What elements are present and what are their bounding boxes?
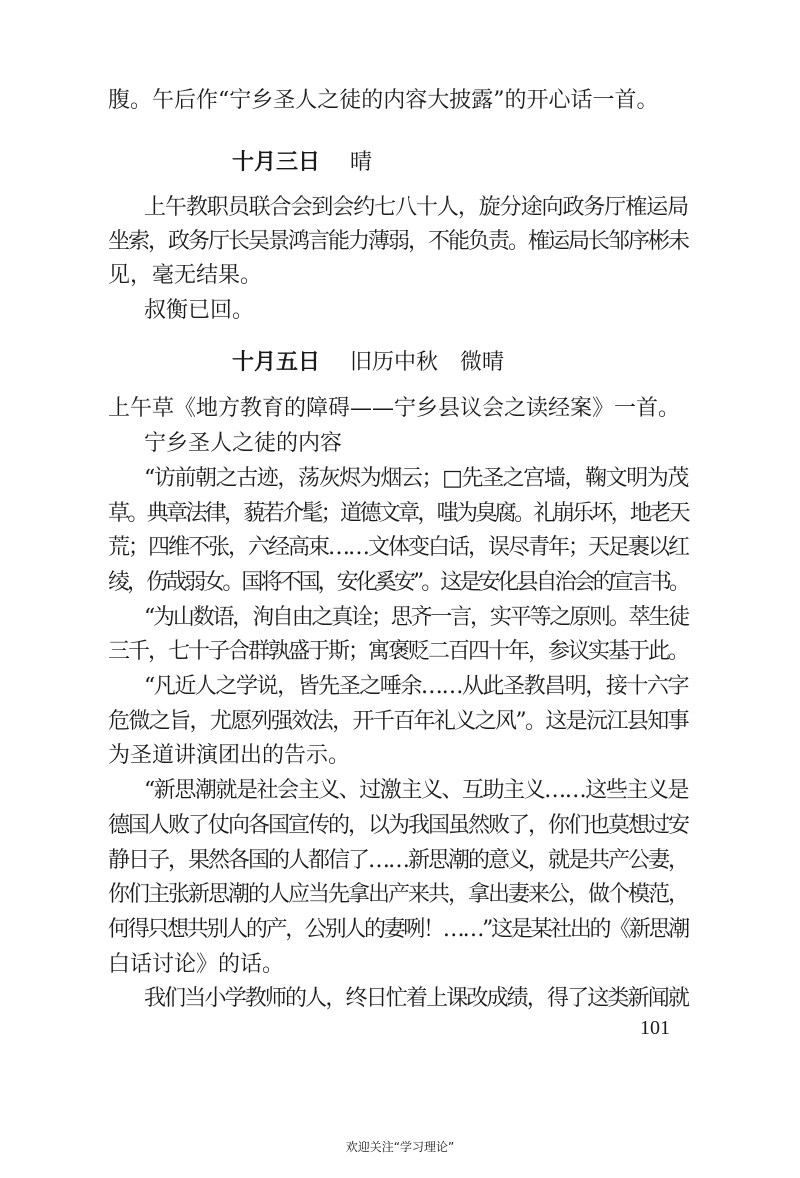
heading-date: 十月五日 [232,350,321,375]
section-title: 宁乡圣人之徒的内容 [144,431,343,456]
page-number: 101 [640,1017,670,1039]
text-line: 绫，伤哉弱女。国将不国，安化奚安”。这是安化县自治会的宣言书。 [108,570,688,595]
diary-date-heading [232,148,372,178]
text-line: 荒；四维不张，六经高束……文体变白话，误尽青年；天足裹以红 [108,535,688,560]
text-line: “新思潮就是社会主义、过激主义、互助主义……这些主义是 [144,778,688,803]
text-line: 德国人败了仗向各国宣传的，以为我国虽然败了，你们也莫想过安 [108,813,688,838]
text-line: 危微之旨，尤愿列强效法，开千百年礼义之风”。这是沅江县知事 [108,709,688,734]
text-line: 白话讨论》的话。 [108,952,285,977]
text-line: 叔衡已回。 [144,298,255,323]
text-line: “为山数语，洵自由之真诠；思齐一言，实平等之原则。萃生徒 [144,605,688,630]
text-line: “凡近人之学说，皆先圣之唾余……从此圣教昌明，接十六字 [144,674,688,699]
text-line: 坐索，政务厅长吴景鸿言能力薄弱，不能负责。榷运局长邹序彬未 [108,229,688,254]
text-line: 腹。午后作“宁乡圣人之徒的内容大披露”的开心话一首。 [108,88,659,113]
text-line: 草。典章法律，藐若介髦；道德文章，嗤为臭腐。礼崩乐坏，地老天 [108,501,688,526]
heading-weather: 旧历中秋 微晴 [350,350,505,375]
footer-watermark-text: 欢迎关注“学习理论” [345,1140,455,1154]
text-line: 见，毫无结果。 [108,263,263,288]
heading-weather: 晴 [350,150,373,175]
text-line: 上午教职员联合会到会约七八十人，旋分途向政务厅榷运局 [144,195,688,220]
text-line: 静日子，果然各国的人都信了……新思潮的意义，就是共产公妻， [108,848,688,873]
text-line: 我们当小学教师的人，终日忙着上课改成绩，得了这类新闻就 [144,986,688,1011]
text-line: 为圣道讲演团出的告示。 [108,743,351,768]
text-line: “访前朝之古迹，荡灰烬为烟云；□先圣之宫墙，鞠文明为茂 [144,466,688,491]
text-line: 何得只想共别人的产，公别人的妻咧！……”这是某社出的《新思潮 [108,917,688,942]
text-line: 你们主张新思潮的人应当先拿出产来共，拿出妻来公，做个模范， [108,882,688,907]
diary-date-heading [232,348,504,378]
heading-date: 十月三日 [232,150,321,175]
text-line: 上午草《地方教育的障碍——宁乡县议会之读经案》一首。 [108,396,681,421]
text-line: 三千，七十子合群孰盛于斯；寓褒贬二百四十年，参议实基于此。 [108,639,688,664]
